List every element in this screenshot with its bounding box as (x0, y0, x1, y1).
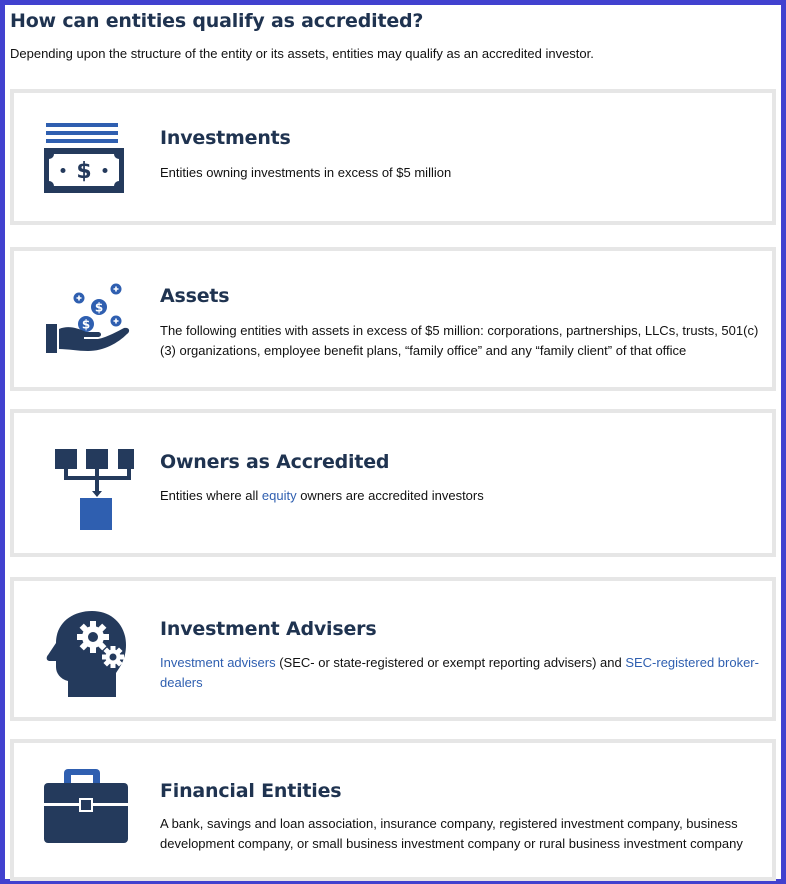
card-text: Entities owning investments in excess of $5 million (160, 165, 452, 180)
card-financial-entities (10, 739, 776, 881)
page-title: How can entities qualify as accredited? (10, 10, 424, 32)
card-title: Assets (160, 285, 230, 307)
svg-text:$: $ (81, 317, 91, 332)
card-investment-advisers (10, 577, 776, 721)
card-text: A bank, savings and loan association, insurance company, registered investment company, business development company, or small business investment company or rural business investment company (160, 816, 743, 851)
card-text: The following entities with assets in excess of $5 million: corporations, partnerships, LLCs, trusts, 501(c)(3) organizations, employee benefit plans, “family office” and any “family client” of that office (160, 323, 759, 358)
svg-text:$: $ (76, 159, 92, 184)
investment-advisers-link[interactable]: Investment advisers (160, 655, 276, 670)
org-hierarchy-icon (38, 449, 134, 539)
sec-registered-broker-dealers-link[interactable]: SEC-registered broker-dealers (160, 655, 759, 690)
card-title: Investments (160, 127, 291, 149)
card-owners-as-accredited (10, 409, 776, 557)
card-text-start: Entities where all (160, 488, 262, 503)
head-gears-icon (38, 609, 134, 699)
card-text-end: owners are accredited investors (296, 488, 484, 503)
card-title: Owners as Accredited (160, 451, 390, 473)
hand-coins-icon (38, 279, 134, 359)
card-text (160, 653, 760, 693)
card-investments (10, 89, 776, 225)
card-text (160, 486, 760, 506)
page-intro: Depending upon the structure of the entity or its assets, entities may qualify as an accredited investor. (10, 46, 594, 61)
card-title: Investment Advisers (160, 618, 377, 640)
card-title: Financial Entities (160, 780, 342, 802)
card-assets (10, 247, 776, 391)
equity-link[interactable]: equity (261, 488, 297, 503)
svg-text:$: $ (94, 300, 104, 315)
money-stack-icon (38, 123, 134, 203)
card-text-middle: (SEC- or state-registered or exempt reporting advisers) and (275, 655, 626, 670)
briefcase-icon (38, 769, 134, 849)
